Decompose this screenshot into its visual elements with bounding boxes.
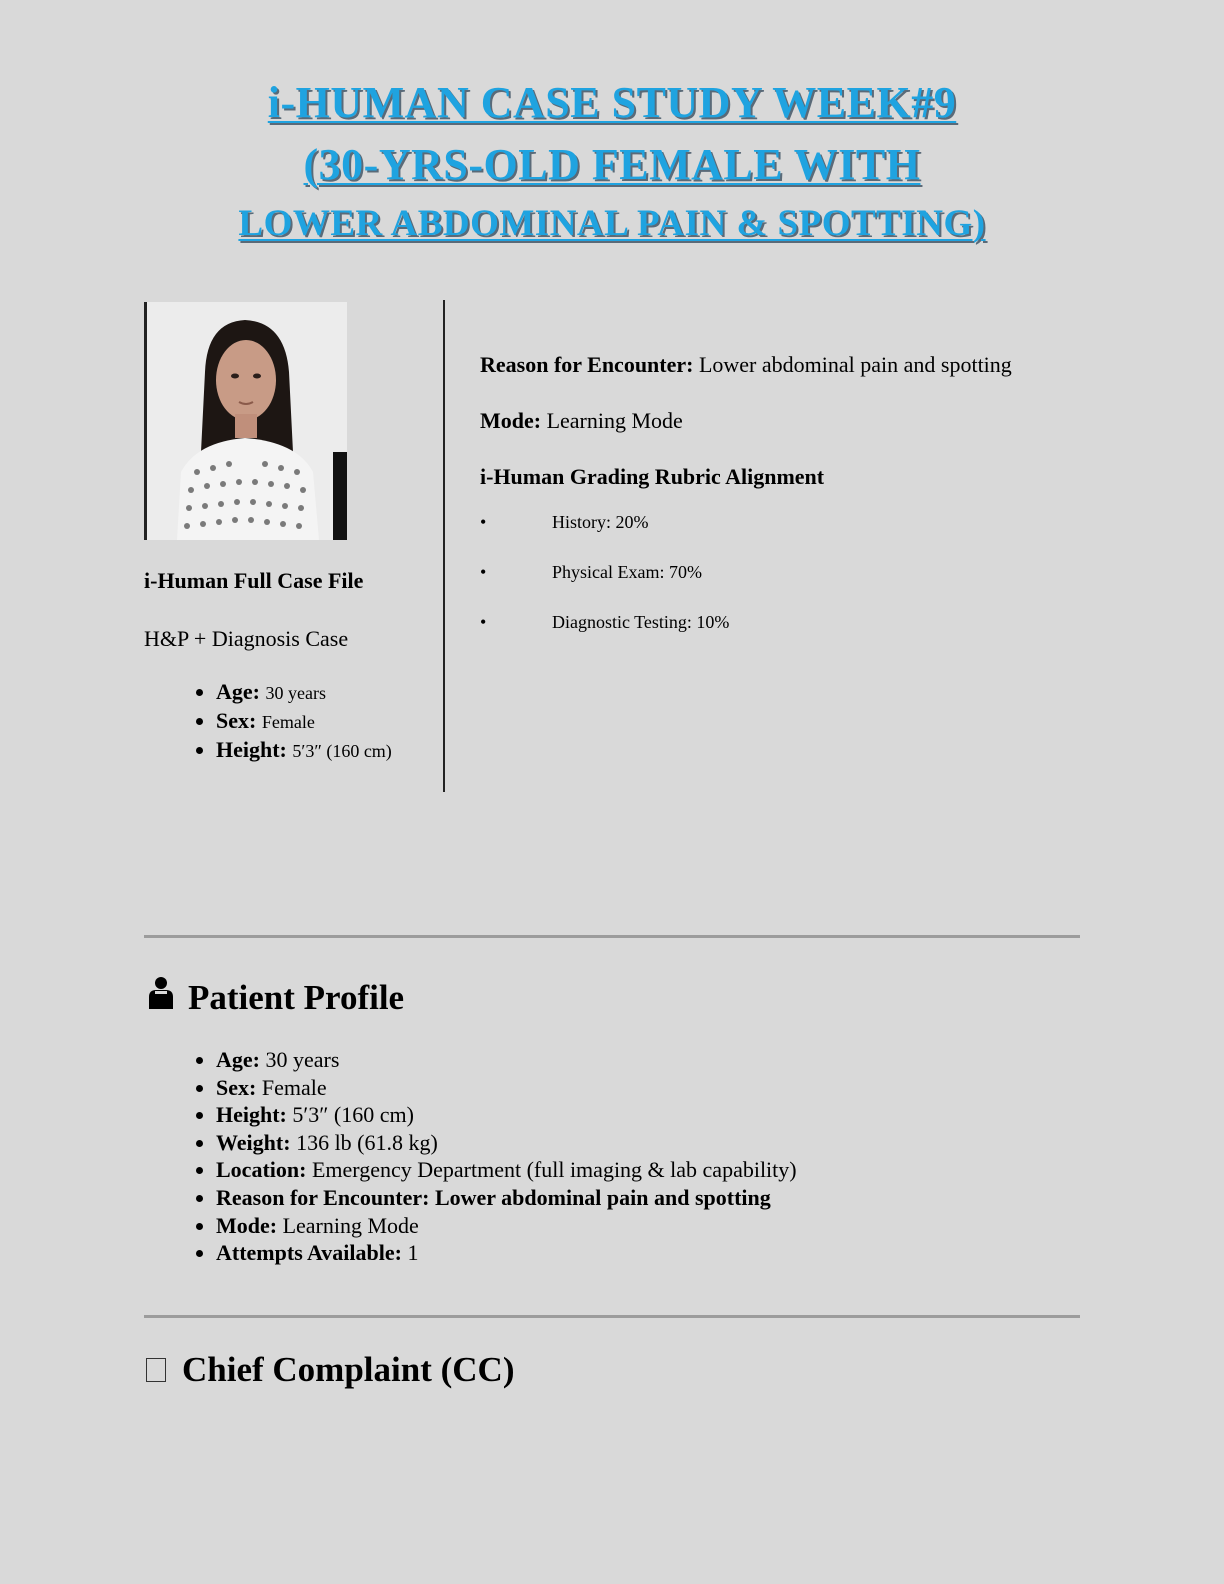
column-divider [443, 300, 445, 792]
case-summary-left [144, 568, 434, 765]
missing-glyph-icon [146, 1358, 166, 1382]
patient-profile-heading: Patient Profile [146, 975, 404, 1020]
list-item: • Diagnostic Testing: 10% [480, 612, 730, 632]
patient-photo [144, 302, 347, 540]
mode: Mode: Learning Mode [480, 408, 683, 433]
list-item: • Height: 5′3″ (160 cm) [216, 1101, 797, 1129]
rubric-heading: i-Human Grading Rubric Alignment [480, 464, 825, 489]
list-item: • Location: Emergency Department (full imaging & lab capability) [216, 1156, 797, 1184]
patient-avatar-illustration [147, 302, 347, 540]
document-title [0, 72, 1224, 252]
title-line-2: (30-YRS-OLD FEMALE WITH [303, 140, 921, 189]
title-line-1: i-HUMAN CASE STUDY WEEK#9 [267, 78, 957, 127]
list-item: • Sex: Female [216, 707, 434, 736]
list-item: • Age: 30 years [216, 1046, 797, 1074]
case-type: H&P + Diagnosis Case [144, 626, 349, 651]
chief-complaint-heading: Chief Complaint (CC) [146, 1350, 514, 1390]
reason-for-encounter: Reason for Encounter: Lower abdominal pain and spotting [480, 352, 1012, 377]
list-item: • History: 20% [480, 512, 649, 532]
case-summary-right [480, 352, 1100, 660]
person-icon [146, 975, 176, 1020]
list-item: • Attempts Available: 1 [216, 1239, 797, 1267]
patient-profile-list [144, 1046, 797, 1267]
case-file-heading: i-Human Full Case File [144, 568, 364, 593]
case-summary-list [144, 678, 434, 765]
list-item: • Sex: Female [216, 1074, 797, 1102]
list-item: • Physical Exam: 70% [480, 562, 702, 582]
divider [144, 935, 1080, 938]
rubric-list [480, 510, 1100, 660]
divider [144, 1315, 1080, 1318]
list-item: • Reason for Encounter: Lower abdominal pain and spotting [216, 1184, 797, 1212]
title-line-3: LOWER ABDOMINAL PAIN & SPOTTING) [238, 203, 986, 244]
list-item: • Height: 5′3″ (160 cm) [216, 736, 434, 765]
list-item: • Weight: 136 lb (61.8 kg) [216, 1129, 797, 1157]
list-item: • Age: 30 years [216, 678, 434, 707]
list-item: • Mode: Learning Mode [216, 1212, 797, 1240]
